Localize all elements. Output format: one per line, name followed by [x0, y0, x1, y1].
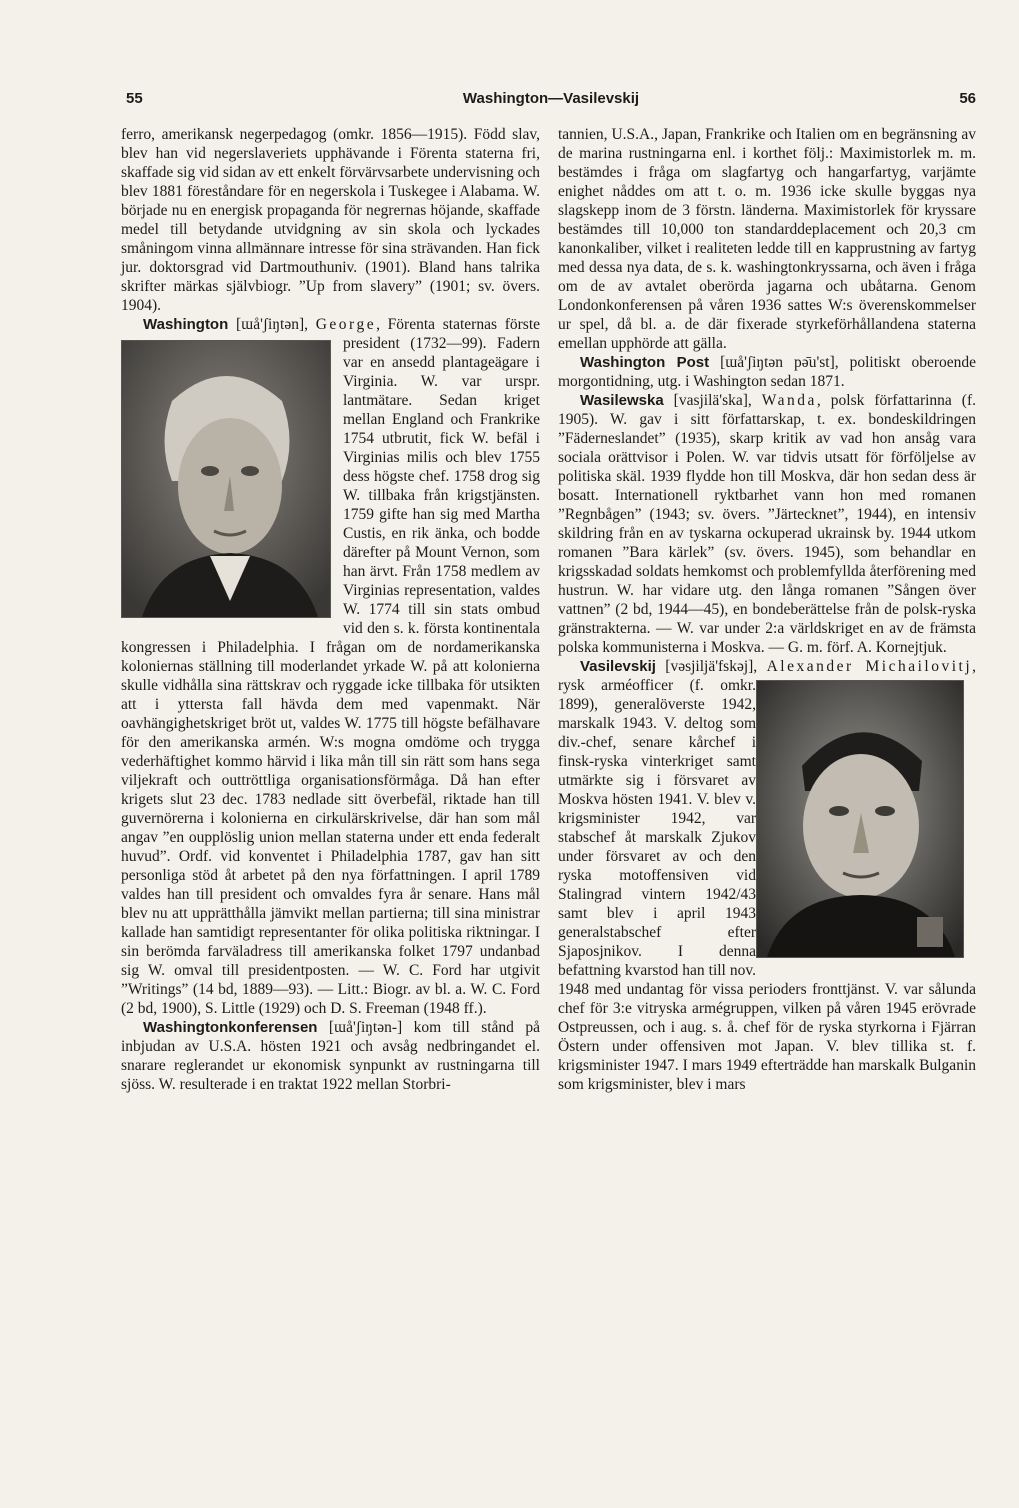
entry-text: kom till stånd på inbjudan av U.S.A. hösten 1921 och avsåg nedbringandet el. snarare reglerandet ur ekonomisk synpunkt av rustningarna till sjöss. W. resulterade i en traktat 1922 mellan Storbri-	[121, 1019, 540, 1093]
portrait-vasilevskij	[756, 680, 964, 958]
given-name: Wanda	[761, 392, 817, 409]
headword-vasilevskij: Vasilevskij	[580, 658, 656, 675]
pronunciation: [vasjilä'ska],	[663, 392, 762, 409]
entry-wasilewska	[558, 391, 976, 657]
entry-george-washington	[121, 315, 540, 1018]
entry-text: politiskt oberoende morgontidning, utg. i Washington sedan 1871.	[558, 354, 976, 390]
pronunciation: [vəsjiljä'fskəj],	[655, 658, 767, 675]
given-name: George	[315, 316, 377, 333]
running-header	[126, 90, 976, 114]
pronunciation: [ɯå'ʃiŋtən],	[228, 316, 316, 333]
headword-wasilewska: Wasilewska	[580, 392, 664, 409]
entry-text: , polsk författarinna (f. 1905). W. gav i sitt författarskap, t. ex. bondeskildringen ”Fäderneslandet” (1935), skarp kritik av vad hon ansåg vara sociala orättvisor i Polen. W. var tidvis utsatt för förföljelse av politiska skäl. 1939 flydde hon till Moskva, där hon sedan dess är bosatt. Internationell ryktbarhet vann hon med romanen ”Regnbågen” (1943; sv. övers. ”Järtecknet”, 1944), en intensiv skildring från en av tyskarna ockuperad ukrainsk by. 1944 utkom romanen ”Bara kärlek” (sv. övers. 1945), som behandlar en krigsskadad soldats hemkomst och problemfyllda återförening med hustrun. W. har vidare utg. den långa romanen ”Sången över vattnen” (2 bd, 1944—45), en bondeberättelse från de polsk-ryska gränstrakterna. — W. var under 2:a världskriget en av de främsta polska kommunisterna i Moskva. — G. m. förf. A. Kornejtjuk.	[558, 392, 976, 656]
entry-vasilevskij	[558, 657, 976, 1094]
page-number-left: 55	[126, 90, 143, 107]
right-column	[558, 125, 976, 1094]
page-number-right: 56	[959, 90, 976, 107]
headword-washingtonkonferensen: Washingtonkonferensen	[143, 1019, 318, 1036]
header-title: Washington—Vasilevskij	[462, 90, 640, 107]
entry-washington-booker-cont: ferro, amerikansk negerpedagog (omkr. 1856—1915). Född slav, blev han vid negerslaveriets upphävande i Förenta staterna fri, skaffade sig vid sidan av ett enkelt förvärvsarbete undervisning och blev 1881 föreståndare för en negerskola i Tuskegee i Alabama. W. började nu en energisk propaganda för negrernas höjande, skaffade medel till betydande utvidgning av sin skola och lyckades småningom vinna allmännare intresse för sina strävanden. Han fick jur. doktorsgrad vid Dartmouthuniv. (1901). Bland hans talrika skrifter märkas självbiogr. ”Up from slavery” (1901; sv. övers. 1904).	[121, 126, 540, 314]
left-column	[121, 125, 540, 1094]
entry-text: , Förenta staternas förste president (1732—99). Fadern var en ansedd plantageägare i Virginia. W. var urspr. lantmätare. Sedan kriget mellan England och Frankrike 1754 utbrutit, fick W. befäl i Virginias milis och blev 1755 dess högste chef. 1758 drog sig W. tillbaka från krigstjänsten. 1759 gifte han sig med Martha Custis, en rik änka, och bodde därefter på Mount Vernon, som han ärvt. Från 1758 medlem av Virginias representation, valdes W. 1774 till sin stats ombud vid den s. k. första kontinentala kongressen i Philadelphia. I frågan om de nordamerikanska koloniernas ställning till moderlandet yrkade W. på att kolonierna skulle vidhålla sina rättskrav och ryggade icke tillbaka för utsikten att i yttersta fall hävda dem med vapenmakt. När oavhängighetskriget bröt ut, valdes W. 1775 till högste befälhavare för den amerikanska armén. W:s mogna omdöme och trygga vederhäftighet kommo härvid i lika mån till sin rätt som hans sega viljekraft och outtröttliga organisationsförmåga. Då han efter krigets slut 23 dec. 1783 nedlade sitt överbefäl, riktade han till guvernörerna i kolonierna en cirkulärskrivelse, där han som mål angav ”en oupplöslig union mellan staterna under ett enda federalt huvud”. Ordf. vid konventet i Philadelphia 1787, gav han sitt personliga stöd åt arbetet på den nya författningen. I april 1789 valdes han till president och omvaldes fyra år senare. Hans mål blev nu att upprätthålla jämvikt mellan partierna; till sina ministrar kallade han samtidigt representanter för olika politiska riktningar. I sin berömda farväladress till amerikanska folket 1797 undanbad sig W. omval till presidentposten. — W. C. Ford har utgivit ”Writings” (14 bd, 1889—93). — Litt.: Biogr. av bl. a. W. C. Ford (2 bd, 1900), S. Little (1929) och D. S. Freeman (1948 ff.).	[121, 316, 541, 1017]
entry-washington-post	[558, 353, 976, 391]
pronunciation: [ɯå'ʃiŋtən pǝ̄u'st],	[709, 354, 850, 371]
headword-washington: Washington	[143, 316, 229, 333]
portrait-george-washington	[121, 340, 331, 618]
pronunciation: [ɯå'ʃiŋtən-]	[317, 1019, 414, 1036]
entry-washingtonkonferensen-cont: tannien, U.S.A., Japan, Frankrike och Italien om en begränsning av de marina rustningarna enl. i korthet följ.: Maximistorlek m. m. bestämdes i fråga om slagfartyg och hangarfartyg, varjämte enighet nåddes om att t. o. m. 1936 icke skulle byggas nya slagskepp inom de 3 förstn. länderna. Maximistorlek för kryssare bestämdes till 10,000 ton standarddeplacement och 20,3 cm kanonkaliber, vilket i realiteten ledde till en kapprustning av fartyg med dessa nya data, de s. k. washingtonkryssarna, och även i fråga om de av avtalet oberörda jagarna och ubåtarna. Genom Londonkonferensen på våren 1936 sattes W:s överenskommelser ur spel, då bl. a. de där fixerade styrkeförhållandena staterna emellan upphörde att gälla.	[558, 126, 976, 352]
entry-washingtonkonferensen	[121, 1018, 540, 1094]
given-name: Alexander Michailovitj	[766, 658, 973, 675]
entry-text: , rysk arméofficer (f. omkr. 1899), generalöverste 1942, marskalk 1943. V. deltog som div.-chef, senare kårchef i finsk-ryska vinterkriget samt utmärkte sig i försvaret av Moskva hösten 1941. V. blev v. krigsminister 1942, var stabschef åt marskalk Zjukov under försvaret av och den ryska motoffensiven vid Stalingrad vintern 1942/43 samt blev i april 1943 generalstabschef efter Sjaposjnikov. I denna befattning kvarstod han till nov. 1948 med undantag för vissa perioders fronttjänst. V. var sålunda chef för 3:e vitryska armégruppen, vilken på våren 1945 erövrade Ostpreussen, och i aug. s. å. chef för de ryska styrkorna i Fjärran Östern under offensiven mot Japan. V. blev tillika st. f. krigsminister 1947. I mars 1949 efterträdde han marskalk Bulganin som krigsminister, blev i mars	[558, 658, 976, 1093]
headword-washington-post: Washington Post	[580, 354, 710, 371]
